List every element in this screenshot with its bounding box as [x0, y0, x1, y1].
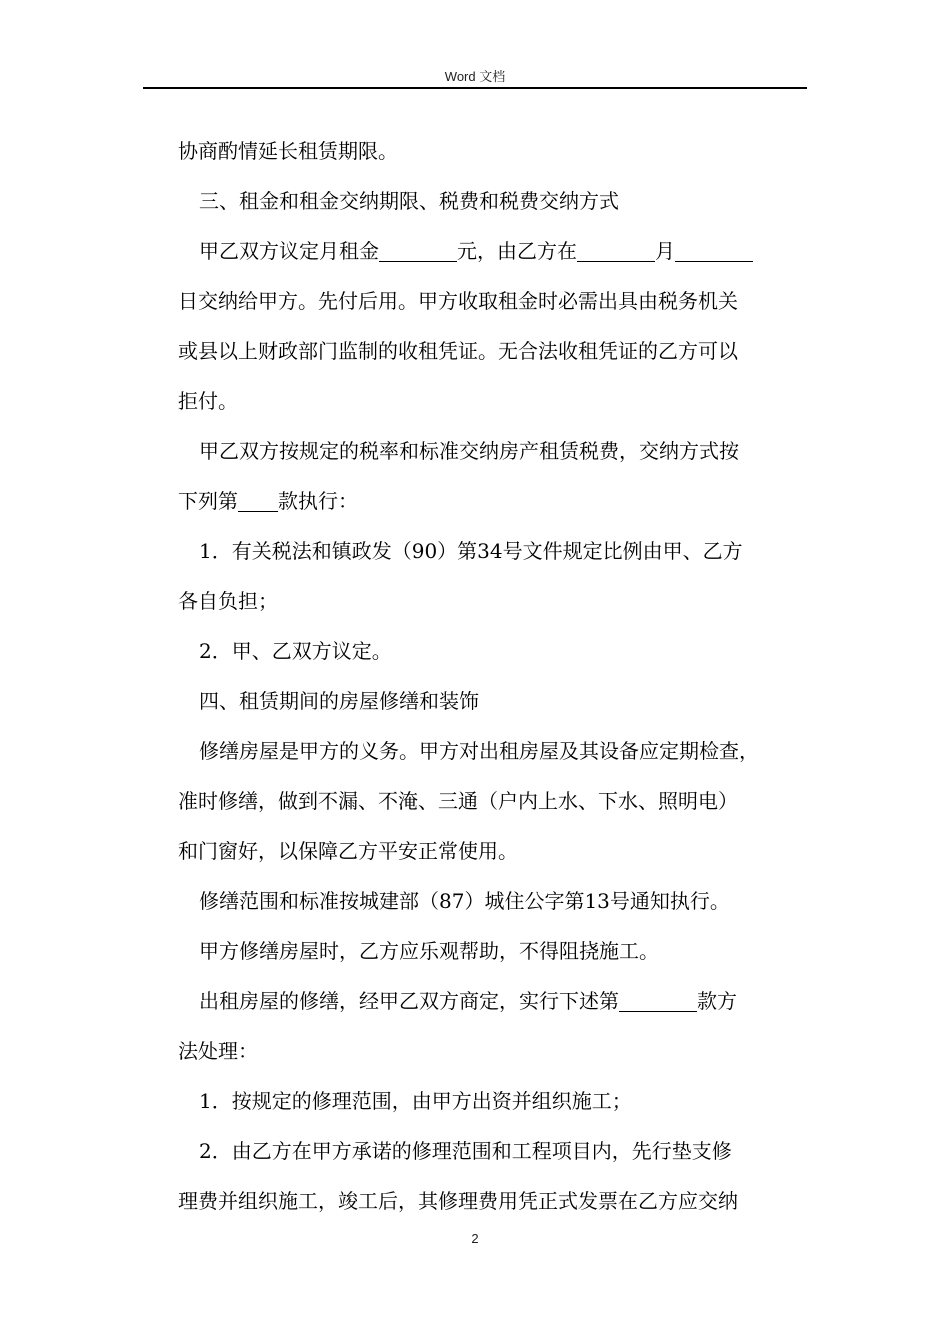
paragraph-line: 修缮房屋是甲方的义务。甲方对出租房屋及其设备应定期检查， [199, 739, 759, 763]
text-segment: 款执行： [278, 489, 358, 513]
list-item: 2．由乙方在甲方承诺的修理范围和工程项目内，先行垫支修 [199, 1139, 732, 1163]
text-segment: 出租房屋的修缮，经甲乙双方商定，实行下述第 [199, 989, 619, 1013]
page-header-title: Word 文档 [444, 69, 506, 84]
text-segment: 款方 [697, 989, 737, 1013]
list-item: 2．甲、乙双方议定。 [199, 639, 392, 663]
paragraph-line: 理费并组织施工，竣工后，其修理费用凭正式发票在乙方应交纳 [178, 1189, 738, 1213]
section-heading-4: 四、租赁期间的房屋修缮和装饰 [199, 689, 479, 713]
page-number: 2 [471, 1231, 479, 1246]
paragraph-line: 拒付。 [178, 389, 238, 413]
list-item: 1．按规定的修理范围，由甲方出资并组织施工； [199, 1089, 632, 1113]
text-segment: 月 [655, 239, 675, 263]
document-body [178, 126, 818, 1226]
fill-blank [577, 237, 655, 262]
fill-blank [238, 487, 278, 512]
paragraph-line-tax-option [178, 476, 818, 526]
fill-blank [379, 237, 457, 262]
section-heading-3: 三、租金和租金交纳期限、税费和税费交纳方式 [199, 189, 619, 213]
paragraph-line: 日交纳给甲方。先付后用。甲方收取租金时必需出具由税务机关 [178, 289, 738, 313]
fill-blank [619, 987, 697, 1012]
fill-blank [675, 237, 753, 262]
paragraph-line: 准时修缮，做到不漏、不淹、三通（户内上水、下水、照明电） [178, 789, 738, 813]
paragraph-line: 修缮范围和标准按城建部（87）城住公字第13号通知执行。 [199, 889, 730, 913]
text-segment: 甲乙双方议定月租金 [199, 239, 379, 263]
paragraph-line: 甲乙双方按规定的税率和标准交纳房产租赁税费，交纳方式按 [199, 439, 739, 463]
paragraph-line: 和门窗好，以保障乙方平安正常使用。 [178, 839, 518, 863]
list-item: 1．有关税法和镇政发（90）第34号文件规定比例由甲、乙方 [199, 539, 743, 563]
paragraph-line-repair-option [178, 976, 818, 1026]
text-segment: 下列第 [178, 489, 238, 513]
paragraph-line: 甲方修缮房屋时，乙方应乐观帮助，不得阻挠施工。 [199, 939, 659, 963]
text-segment: 元，由乙方在 [457, 239, 577, 263]
paragraph-line-rent [178, 226, 818, 276]
paragraph-line: 各自负担； [178, 589, 278, 613]
paragraph-line: 法处理： [178, 1039, 258, 1063]
header-divider [143, 87, 807, 89]
paragraph-line: 或县以上财政部门监制的收租凭证。无合法收租凭证的乙方可以 [178, 339, 738, 363]
paragraph-line: 协商酌情延长租赁期限。 [178, 139, 398, 163]
